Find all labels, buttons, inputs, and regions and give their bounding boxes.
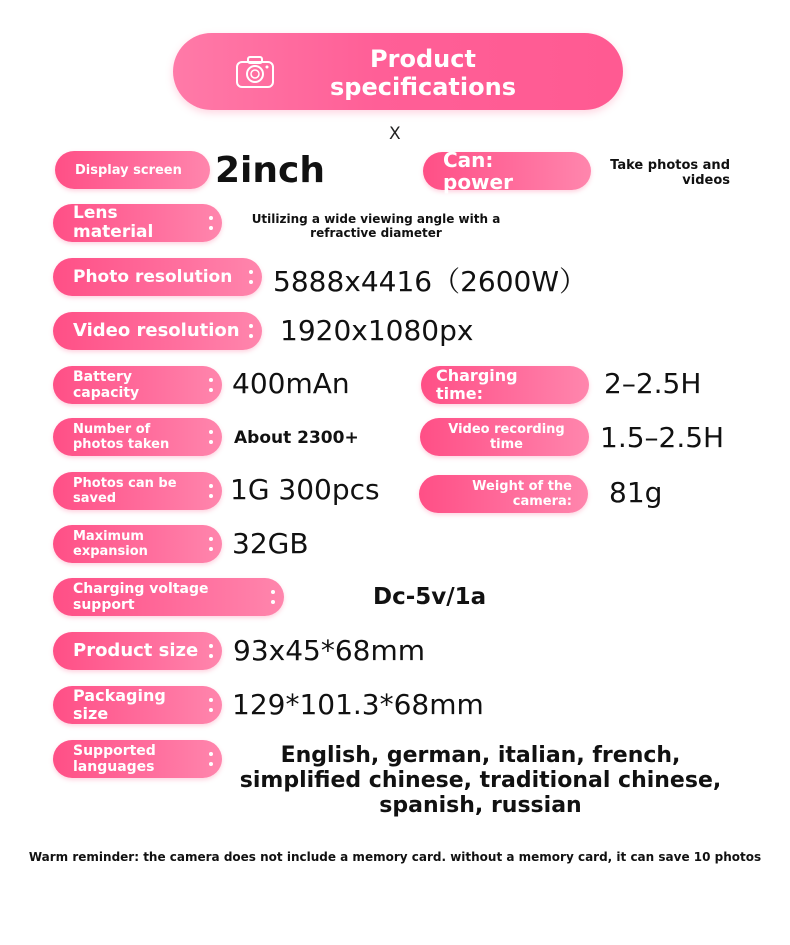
spec-label-video-recording-time: Video recording time (420, 418, 589, 456)
product-specifications-banner (173, 33, 623, 110)
spec-value-charging-time: 2–2.5H (604, 367, 702, 400)
spec-label-supported-languages: Supported languages (53, 740, 222, 778)
page-title: Product specifications (330, 45, 516, 101)
spec-value-supported-languages: English, german, italian, french, simplified chinese, traditional chinese, spanish, russian (239, 743, 722, 818)
spec-value-video-resolution: 1920x1080px (280, 314, 474, 347)
spec-value-max-expansion: 32GB (232, 527, 309, 560)
spec-value-battery-capacity: 400mAn (232, 367, 350, 400)
spec-label-can-power: Can: power (423, 152, 591, 190)
spec-label-product-size: Product size (53, 632, 222, 670)
colon-icon (249, 270, 253, 284)
spec-label-display-screen: Display screen (55, 151, 210, 189)
spec-value-video-recording-time: 1.5–2.5H (600, 421, 725, 454)
spec-label-video-resolution: Video resolution (53, 312, 262, 350)
spec-value-can-power: Take photos and videos (610, 158, 730, 188)
colon-icon (209, 752, 213, 766)
spec-label-camera-weight: Weight of the camera: (419, 475, 588, 513)
spec-value-camera-weight: 81g (609, 476, 663, 509)
spec-label-packaging-size: Packaging size (53, 686, 222, 724)
colon-icon (209, 484, 213, 498)
colon-icon (209, 644, 213, 658)
colon-icon (209, 216, 213, 230)
spec-label-number-of-photos: Number of photos taken (53, 418, 222, 456)
spec-value-lens-material: Utilizing a wide viewing angle with a refractive diameter (251, 212, 501, 240)
colon-icon (209, 378, 213, 392)
colon-icon (209, 430, 213, 444)
spec-value-number-of-photos: About 2300+ (234, 428, 359, 448)
colon-icon (209, 698, 213, 712)
spec-value-photos-saved: 1G 300pcs (230, 473, 380, 506)
spec-value-packaging-size: 129*101.3*68mm (232, 688, 484, 721)
colon-icon (209, 537, 213, 551)
colon-icon (249, 324, 253, 338)
spec-label-charging-time: Charging time: (421, 366, 589, 404)
spec-label-max-expansion: Maximum expansion (53, 525, 222, 563)
warm-reminder-note: Warm reminder: the camera does not include a memory card. without a memory card, it can save 10 photos (28, 850, 762, 864)
spec-value-product-size: 93x45*68mm (233, 634, 426, 667)
colon-icon (271, 590, 275, 604)
camera-icon (235, 55, 275, 89)
spec-value-charging-voltage: Dc-5v/1a (373, 584, 487, 610)
spec-label-lens-material: Lens material (53, 204, 222, 242)
spec-value-display-screen: 2inch (215, 150, 325, 191)
spec-label-photo-resolution: Photo resolution (53, 258, 262, 296)
spec-label-charging-voltage: Charging voltage support (53, 578, 284, 616)
divider-mark: X (389, 124, 401, 144)
spec-value-photo-resolution: 5888x4416（2600W） (273, 265, 588, 298)
spec-label-battery-capacity: Battery capacity (53, 366, 222, 404)
spec-label-photos-saved: Photos can be saved (53, 472, 222, 510)
